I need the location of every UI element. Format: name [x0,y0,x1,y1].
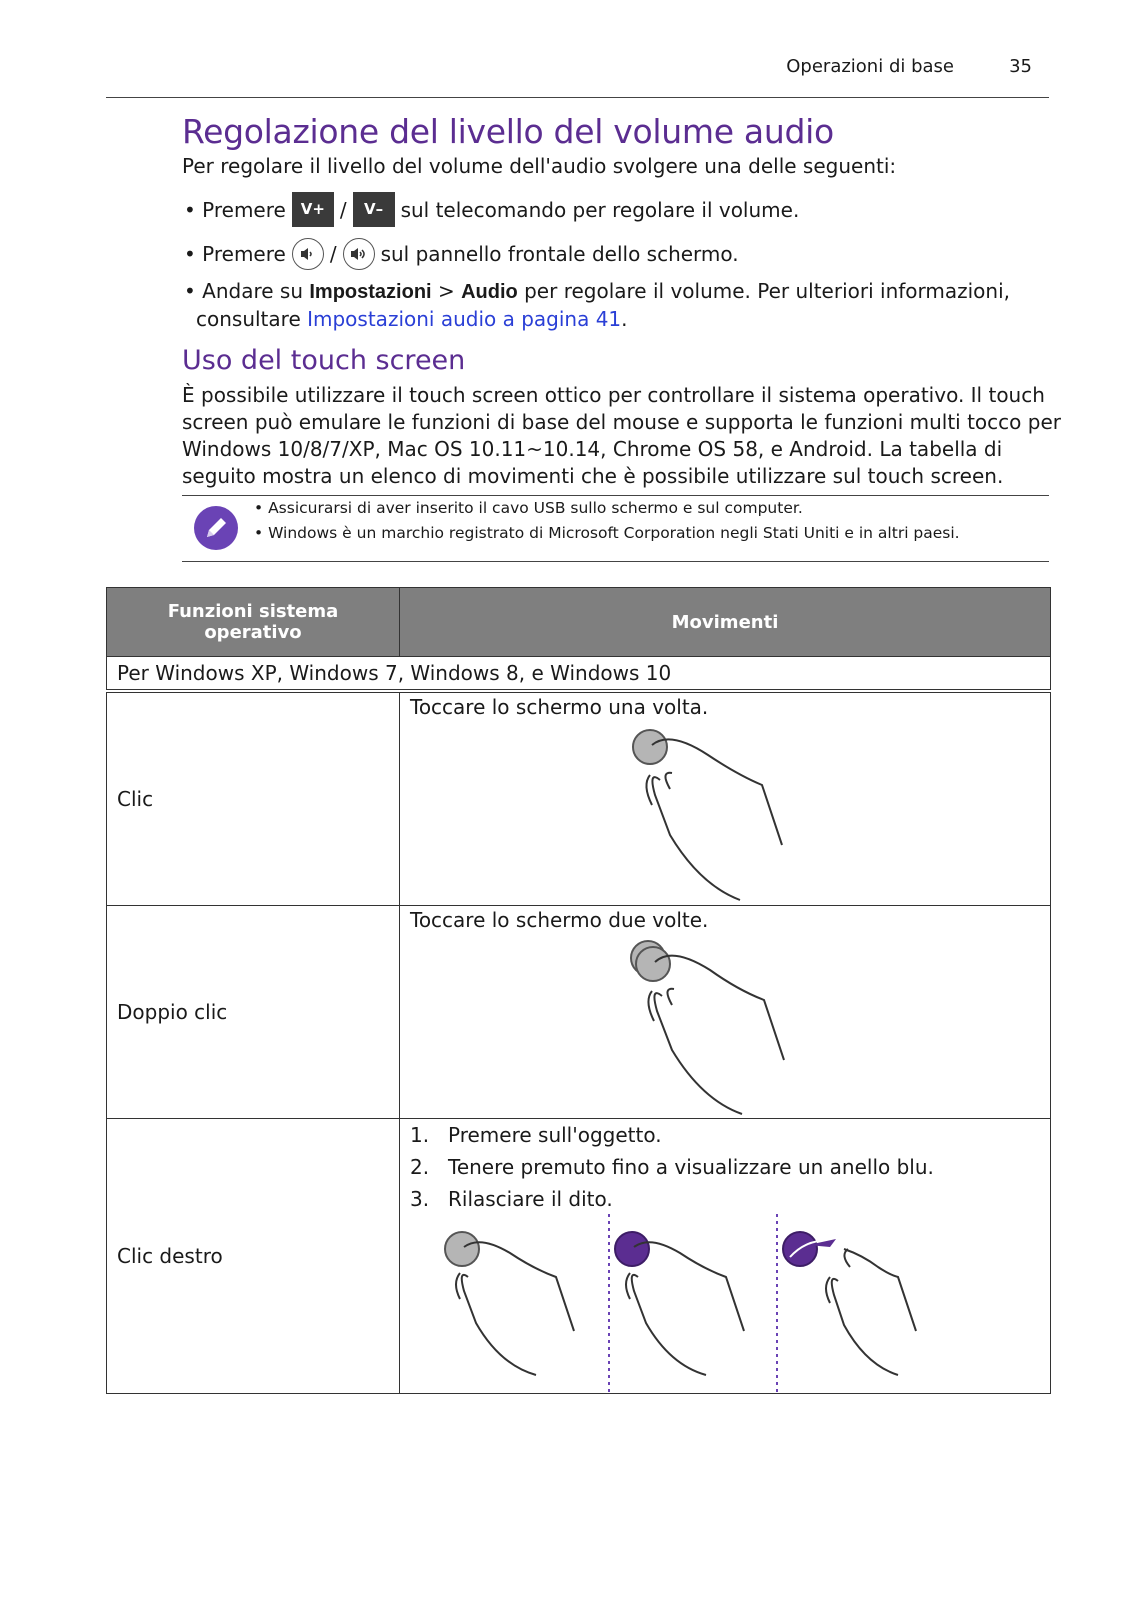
step-number: 1. [410,1123,430,1147]
movement-cell [400,906,1051,1119]
bullet-settings [184,278,1010,333]
separator: > [437,279,455,303]
function-cell: Clic destro [107,1119,400,1394]
movement-cell [400,1119,1051,1394]
separator: / [329,242,337,266]
col-header-line: Funzioni sistema [167,601,339,622]
separator: / [339,197,347,222]
table-row [107,1119,1051,1394]
bullet-text: • Andare su [184,279,304,303]
table-group-row [107,657,1051,692]
table-header-row [107,588,1051,657]
bullet-panel [184,238,739,270]
bullet-text: • Premere [184,242,286,266]
volume-up-panel-icon [343,238,375,270]
movement-text: Toccare lo schermo una volta. [410,695,709,719]
steps-list [410,1119,1050,1215]
bullet-text: per regolare il volume. Per ulteriori informazioni, [524,279,1011,303]
touch-paragraph [182,382,1061,490]
section-title-touch: Uso del touch screen [182,345,466,376]
col-header-line: operativo [204,622,302,643]
note-line: • Windows è un marchio registrato di Microsoft Corporation negli Stati Uniti e in altri paesi. [254,524,960,542]
step-text: Premere sull'oggetto. [448,1123,662,1147]
header-divider [106,97,1049,98]
list-item [410,1119,1050,1151]
paragraph-line: È possibile utilizzare il touch screen ottico per controllare il sistema operativo. Il touch [182,383,1045,407]
paragraph-line: Windows 10/8/7/XP, Mac OS 10.11~10.14, Chrome OS 58, e Android. La tabella di [182,437,1003,461]
note-bottom-rule [182,561,1049,562]
hand-tap-icon [630,725,810,905]
step-text: Rilasciare il dito. [448,1187,613,1211]
page-number: 35 [1009,56,1032,77]
step-text: Tenere premuto fino a visualizzare un anello blu. [448,1155,934,1179]
volume-down-remote-icon: V– [353,192,395,227]
group-label: Per Windows XP, Windows 7, Windows 8, e Windows 10 [107,657,1051,692]
running-header-section: Operazioni di base [786,56,954,77]
bullet-remote [184,192,799,227]
bullet-text: sul telecomando per regolare il volume. [400,197,800,222]
period: . [621,307,628,331]
step-number: 2. [410,1155,430,1179]
list-item [410,1183,1050,1215]
volume-up-remote-icon: V+ [292,192,334,227]
col-header-movements: Movimenti [400,588,1051,657]
col-header-functions [107,588,400,657]
note-text [254,496,960,546]
function-cell: Doppio clic [107,906,400,1119]
volume-intro: Per regolare il livello del volume dell'audio svolgere una delle seguenti: [182,154,897,178]
table-row [107,906,1051,1119]
link-impostazioni-audio[interactable]: Impostazioni audio a pagina 41 [307,307,622,331]
bullet-text: • Premere [184,197,286,222]
bullet-text: sul pannello frontale dello schermo. [380,242,739,266]
note-line: • Assicurarsi di aver inserito il cavo USB sullo schermo e sul computer. [254,499,803,517]
volume-down-panel-icon [292,238,324,270]
movement-text: Toccare lo schermo due volte. [410,908,709,932]
paragraph-line: seguito mostra un elenco di movimenti che è possibile utilizzare sul touch screen. [182,464,1004,488]
function-cell: Clic [107,691,400,906]
table-row [107,691,1051,906]
gesture-table [106,587,1051,1394]
menu-audio: Audio [461,281,518,303]
bullet-text: consultare [196,307,301,331]
paragraph-line: screen può emulare le funzioni di base del mouse e supporta le funzioni multi tocco per [182,410,1061,434]
hand-press-icon [440,1227,590,1377]
menu-impostazioni: Impostazioni [309,281,432,303]
section-title-volume: Regolazione del livello del volume audio [182,112,834,151]
hand-hold-icon [610,1227,760,1377]
note-pencil-icon [194,506,238,550]
hand-double-tap-icon [630,938,810,1118]
step-number: 3. [410,1187,430,1211]
movement-cell [400,691,1051,906]
list-item [410,1151,1050,1183]
hand-release-icon [778,1227,928,1377]
